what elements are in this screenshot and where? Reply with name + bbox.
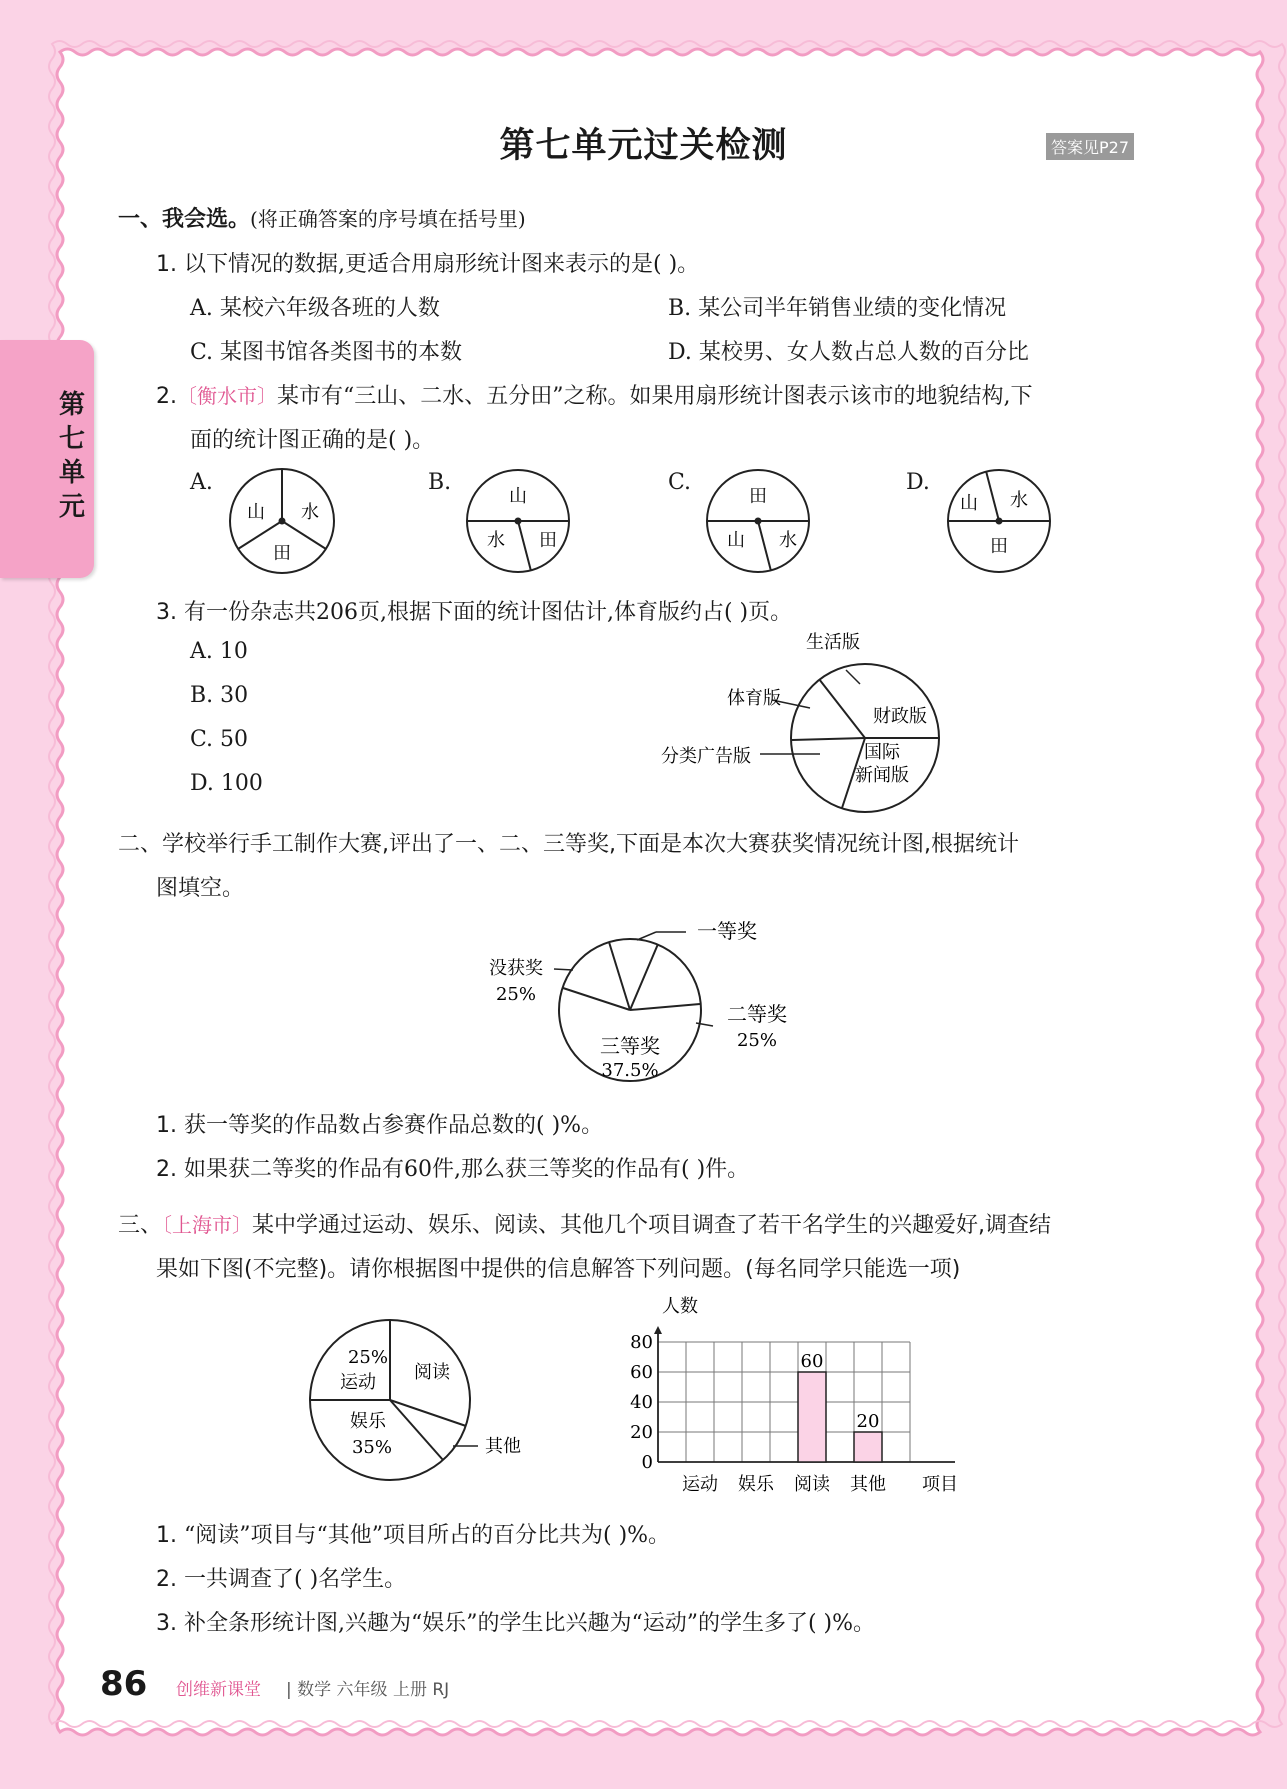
- label-no-award-pct: 25%: [495, 984, 537, 1005]
- pie-c-label-water: 水: [779, 530, 797, 551]
- s1-q2-option-d: D.: [906, 470, 930, 495]
- leader-line: [554, 969, 573, 970]
- s1-q2-option-b: B.: [428, 470, 452, 495]
- s1-q2-line2: 面的统计图正确的是( )。: [190, 428, 435, 453]
- pie-b-label-water: 水: [487, 530, 505, 551]
- bar-data-label: 20: [856, 1411, 880, 1432]
- answer-reference-badge: 答案见P27: [1046, 133, 1134, 160]
- label-second-award: 二等奖: [727, 1002, 787, 1026]
- footer-info: | 数学 六年级 上册 RJ: [286, 1680, 450, 1700]
- pie-c-label-field: 田: [749, 486, 767, 507]
- s1-q1: 1. 以下情况的数据,更适合用扇形统计图来表示的是( )。: [156, 252, 700, 277]
- s1-q1-option-a: A. 某校六年级各班的人数: [190, 296, 440, 321]
- label-news: 新闻版: [855, 765, 909, 786]
- label-first-award: 一等奖: [697, 919, 757, 943]
- section3-heading: 三、〔上海市〕某中学通过运动、娱乐、阅读、其他几个项目调查了若干名学生的兴趣爱好,调查结: [118, 1213, 1052, 1238]
- label-international: 国际: [864, 742, 900, 763]
- s1-q2-option-a: A.: [190, 470, 213, 495]
- pie-c-center: [755, 518, 762, 525]
- award-pie-divider: [630, 944, 658, 1010]
- label-third-award: 三等奖: [600, 1034, 660, 1058]
- page-number: 86: [100, 1664, 148, 1704]
- label-sport: 运动: [340, 1372, 376, 1393]
- award-pie-divider: [563, 988, 630, 1010]
- s2-q2: 2. 如果获二等奖的作品有60件,那么获三等奖的作品有( )件。: [156, 1157, 750, 1182]
- s1-q2-option-c: C.: [668, 470, 692, 495]
- bar-data-label: 60: [800, 1351, 824, 1372]
- bar-chart-labels: [630, 1296, 958, 1495]
- label-other: 其他: [485, 1436, 521, 1457]
- x-tick-label: 运动: [682, 1474, 718, 1495]
- pie-d-label-water: 水: [1010, 490, 1028, 511]
- s1-q1-option-d: D. 某校男、女人数占总人数的百分比: [668, 340, 1029, 365]
- y-tick-label: 0: [641, 1452, 653, 1473]
- y-tick-label: 60: [630, 1362, 653, 1383]
- section3-heading-line2: 果如下图(不完整)。请你根据图中提供的信息解答下列问题。(每名同学只能选一项): [156, 1257, 961, 1282]
- y-axis-title: 人数: [662, 1296, 698, 1317]
- s3-q2: 2. 一共调查了( )名学生。: [156, 1567, 407, 1592]
- x-axis-title: 项目: [922, 1474, 958, 1495]
- bar-3: [798, 1372, 826, 1462]
- page-title: 第七单元过关检测: [499, 126, 788, 166]
- s1-q3: 3. 有一份杂志共206页,根据下面的统计图估计,体育版约占( )页。: [156, 600, 793, 625]
- s1-q1-option-c: C. 某图书馆各类图书的本数: [190, 340, 463, 365]
- s1-q3-option-d: D. 100: [190, 771, 263, 796]
- pie-a-label-field: 田: [273, 543, 291, 564]
- magazine-pie-divider: [792, 738, 865, 740]
- pie-a-label-mountain: 山: [247, 502, 265, 523]
- label-sports: 体育版: [727, 688, 781, 709]
- interest-pie-chart: [300, 1310, 560, 1490]
- magazine-pie-chart: [656, 628, 956, 818]
- leader-line: [637, 932, 656, 940]
- award-pie-divider: [630, 1004, 700, 1010]
- pie-b-label-field: 田: [539, 530, 557, 551]
- s2-q1: 1. 获一等奖的作品数占参赛作品总数的( )%。: [156, 1113, 604, 1138]
- chapter-side-tab-label: 第七单元: [58, 390, 85, 522]
- s1-q3-option-c: C. 50: [190, 727, 249, 752]
- magazine-pie-divider: [819, 679, 865, 738]
- footer-brand: 创维新课堂: [176, 1680, 261, 1700]
- pie-c-divider: [758, 521, 771, 571]
- pie-d-label-field: 田: [990, 536, 1008, 557]
- x-tick-label: 其他: [850, 1474, 886, 1495]
- s1-q1-option-b: B. 某公司半年销售业绩的变化情况: [668, 296, 1007, 321]
- pie-option-a: [226, 465, 338, 577]
- x-tick-label: 娱乐: [738, 1474, 774, 1495]
- s3-q3: 3. 补全条形统计图,兴趣为“娱乐”的学生比兴趣为“运动”的学生多了( )%。: [156, 1611, 876, 1636]
- pie-b-label-mountain: 山: [509, 486, 527, 507]
- leader-line: [846, 670, 860, 684]
- y-tick-label: 20: [630, 1422, 653, 1443]
- label-read: 阅读: [414, 1362, 450, 1383]
- pie-b-divider: [518, 521, 531, 571]
- y-axis-arrow: [654, 1326, 662, 1334]
- pie-a-label-water: 水: [301, 502, 319, 523]
- s3-q1: 1. “阅读”项目与“其他”项目所占的百分比共为( )%。: [156, 1523, 671, 1548]
- s1-q3-option-a: A. 10: [190, 639, 248, 664]
- pie-c-label-mountain: 山: [727, 530, 745, 551]
- pie-option-b: [463, 466, 573, 576]
- y-tick-label: 80: [630, 1332, 653, 1353]
- pie-d-label-mountain: 山: [960, 493, 978, 514]
- label-third-award-pct: 37.5%: [601, 1060, 659, 1081]
- x-tick-label: 阅读: [794, 1474, 830, 1495]
- award-pie-chart: [476, 918, 796, 1088]
- bar-4: [854, 1432, 882, 1462]
- label-sport-pct: 25%: [347, 1347, 389, 1368]
- pie-d-divider: [986, 471, 999, 521]
- section2-heading-line2: 图填空。: [156, 876, 245, 901]
- label-finance: 财政版: [873, 706, 927, 727]
- s1-q3-option-b: B. 30: [190, 683, 249, 708]
- label-entertainment-pct: 35%: [351, 1437, 393, 1458]
- pie-b-center: [515, 518, 522, 525]
- pie-option-d: [944, 466, 1054, 576]
- label-classified: 分类广告版: [661, 746, 751, 767]
- label-no-award: 没获奖: [489, 958, 543, 979]
- interest-bar-chart: [620, 1292, 965, 1504]
- s1-q2: 2.〔衡水市〕某市有“三山、二水、五分田”之称。如果用扇形统计图表示该市的地貌结构,下: [156, 384, 1033, 409]
- label-second-award-pct: 25%: [736, 1030, 778, 1051]
- award-pie-divider: [609, 942, 630, 1010]
- pie-d-center: [996, 518, 1003, 525]
- section1-heading: 一、我会选。(将正确答案的序号填在括号里): [118, 207, 526, 232]
- section2-heading: 二、学校举行手工制作大赛,评出了一、二、三等奖,下面是本次大赛获奖情况统计图,根据统计: [118, 832, 1019, 857]
- label-entertainment: 娱乐: [350, 1411, 386, 1432]
- pie-option-c: [703, 466, 813, 576]
- label-life: 生活版: [806, 632, 860, 653]
- y-tick-label: 40: [630, 1392, 653, 1413]
- pie-a-center: [279, 518, 286, 525]
